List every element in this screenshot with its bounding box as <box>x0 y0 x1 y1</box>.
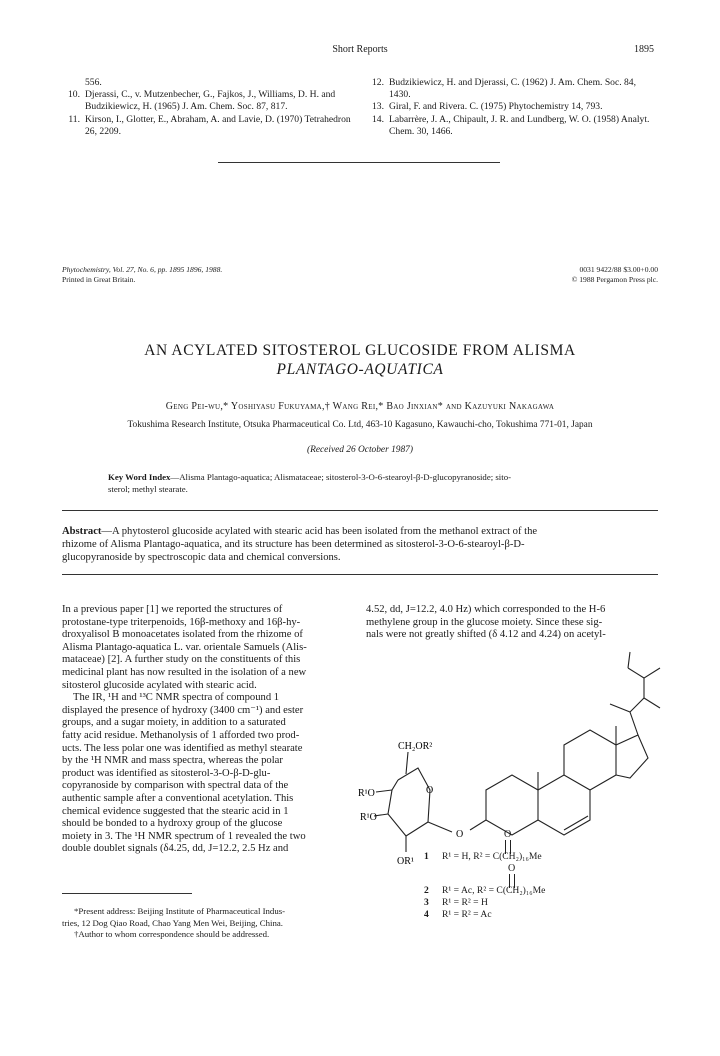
compound-formula: R¹ = R² = Ac <box>442 909 492 920</box>
reference-item: 13. Giral, F. and Rivera. C. (1975) Phytochemistry 14, 793. <box>372 101 603 113</box>
body-text-line: protostane-type triterpenoids, 16β-methoxy and 16β-hy- <box>62 616 301 628</box>
journal-copyright <box>572 265 658 285</box>
compound-list <box>424 829 674 921</box>
body-text-line: mataceae) [2]. A further study on the constituents of this <box>62 654 301 666</box>
running-header: Short Reports <box>332 44 388 55</box>
body-text-line: copyranoside by comparison with spectral data of the <box>62 780 289 792</box>
or1-label: OR¹ <box>397 856 414 867</box>
body-text-line: moiety in 3. The ¹H NMR spectrum of 1 revealed the two <box>62 830 306 842</box>
compound-number: 3 <box>424 897 429 908</box>
references-left <box>62 77 352 138</box>
copyright-notice: © 1988 Pergamon Press plc. <box>571 275 658 284</box>
footnote-line: *Present address: Beijing Institute of Pharmaceutical Indus- <box>74 906 286 916</box>
body-text-line: chemical evidence suggested that the stearic acid in 1 <box>62 805 289 817</box>
authors: Geng Pei-wu,* Yoshiyasu Fukuyama,† Wang Rei,* Bao Jinxian* and Kazuyuki Nakagawa <box>165 401 555 412</box>
compound-number: 2 <box>424 885 429 896</box>
body-text-line: 4.52, dd, J=12.2, 4.0 Hz) which corresponded to the H-6 <box>366 604 606 615</box>
body-text-line: ucts. The less polar one was identified as methyl stearate <box>62 742 303 754</box>
ch2or2-label: CH₂OR² <box>398 741 433 752</box>
reference-item: 556. <box>85 77 102 88</box>
article-title <box>40 341 680 379</box>
body-text-line: product was identified as sitosterol-3-O-β-D-glu- <box>62 767 271 779</box>
abstract-text-2: rhizome of Alisma Plantago-aquatica, and its structure has been determined as sitosterol-3-O-6-stearoyl-β-D- <box>62 539 525 550</box>
compound-formula: R¹ = R² = H <box>442 897 488 908</box>
abstract-label: Abstract <box>62 526 102 537</box>
body-text-line: The IR, ¹H and ¹³C NMR spectra of compound 1 <box>73 692 280 704</box>
footnote-line: †Author to whom correspondence should be addressed. <box>74 929 270 939</box>
title-line-1: AN ACYLATED SITOSTEROL GLUCOSIDE FROM ALISMA <box>144 342 576 359</box>
body-text-line: droxyalisol B monoacetates isolated from the rhizome of <box>62 629 303 641</box>
references-right <box>366 77 658 138</box>
compound-formula: R¹ = Ac, R² = C(CH₂)₁₆Me <box>442 885 546 896</box>
compound-formula: R¹ = H, R² = C(CH₂)₁₆Me <box>442 851 542 862</box>
reference-item: 14. Labarrère, J. A., Chipault, J. R. and Lundberg, W. O. (1958) Analyt. Chem. 30, 1466. <box>372 113 650 137</box>
keywords-text: —Alisma Plantago-aquatica; Alismataceae; sitosterol-3-O-6-stearoyl-β-D-glucopyranoside; sito- <box>170 472 512 482</box>
keywords-label: Key Word Index <box>108 472 171 482</box>
affiliation: Tokushima Research Institute, Otsuka Pharmaceutical Co. Ltd, 463-10 Kagasuno, Kawauchi-cho, Tokushima 771-01, Japan <box>127 420 593 430</box>
journal-volume: Phytochemistry, Vol. 27, No. 6, pp. 1895 1896, 1988. <box>62 265 223 274</box>
journal-citation <box>62 265 222 285</box>
footnotes <box>62 906 352 941</box>
body-text-line: nals were not greatly shifted (δ 4.12 and 4.24) on acetyl- <box>366 629 606 641</box>
body-text-line: authentic sample after a conventional acetylation. This <box>62 792 294 804</box>
ring-oxygen-label: O <box>426 785 434 796</box>
body-text-line: double doublet signals (δ4.25, dd, J=12.2, 2.5 Hz and <box>62 843 289 855</box>
printed-in: Printed in Great Britain. <box>62 275 136 284</box>
reference-item: 10. Djerassi, C., v. Mutzenbecher, G., Fajkos, J., Williams, D. H. and Budzikiewicz, H. (1965) J. Am. Chem. Soc. 87, 817. <box>68 89 336 113</box>
body-text-line: fatty acid residue. Methanolysis of 1 afforded two prod- <box>62 729 300 741</box>
compound-2 <box>424 863 674 897</box>
received-date: (Received 26 October 1987) <box>307 445 413 455</box>
abstract <box>62 525 658 564</box>
section-divider <box>218 162 500 163</box>
compound-1 <box>424 829 674 863</box>
body-text-line: Alisma Plantago-aquatica L. var. orientale Samuels (Alis- <box>62 641 307 653</box>
body-text-line: displayed the presence of hydroxy (3400 cm⁻¹) and ester <box>62 704 304 716</box>
carbonyl-o-2: O <box>508 863 516 874</box>
body-left-column <box>62 604 352 856</box>
issn-price: 0031 9422/88 $3.00+0.00 <box>579 265 658 274</box>
footnote-rule <box>62 893 192 894</box>
abstract-rule-bottom <box>62 574 658 575</box>
body-text-line: methylene group in the glucose moiety. Since these sig- <box>366 616 603 628</box>
abstract-rule-top <box>62 510 658 511</box>
title-line-2: PLANTAGO-AQUATICA <box>276 361 444 378</box>
footnote-line: tries, 12 Dog Qiao Road, Chao Yang Men Wei, Beijing, China. <box>62 917 283 928</box>
body-text-line: In a previous paper [1] we reported the structures of <box>62 604 283 615</box>
r1o-label-b: R¹O <box>360 812 377 823</box>
page-number: 1895 <box>634 44 654 55</box>
abstract-text-1: —A phytosterol glucoside acylated with stearic acid has been isolated from the methanol extract of the <box>101 526 538 537</box>
reference-item: 12. Budzikiewicz, H. and Djerassi, C. (1962) J. Am. Chem. Soc. 84, 1430. <box>372 77 637 101</box>
glycosidic-oxygen-label: O <box>456 829 464 840</box>
keywords-text-2: sterol; methyl stearate. <box>108 483 188 494</box>
body-text-line: sitosterol glucoside acylated with stearic acid. <box>62 679 257 691</box>
r1o-label-a: R¹O <box>358 788 375 799</box>
sitosterol-skeleton <box>470 652 660 835</box>
body-text-line: groups, and a sugar moiety, in addition to a saturated <box>62 717 286 729</box>
reference-item: 11. Kirson, I., Glotter, E., Abraham, A. and Lavie, D. (1970) Tetrahedron 26, 2209. <box>68 113 351 137</box>
compound-4 <box>424 909 674 921</box>
body-right-column <box>366 604 658 642</box>
compound-3 <box>424 897 674 909</box>
carbonyl-o-1: O <box>504 829 512 840</box>
abstract-text-3: glucopyranoside by spectroscopic data and chemical conversions. <box>62 552 341 563</box>
compound-number: 1 <box>424 851 429 862</box>
keywords <box>108 472 628 495</box>
body-text-line: should be bonded to a hydroxy group of the glucose <box>62 818 283 830</box>
body-text-line: by the ¹H NMR and mass spectra, whereas the polar <box>62 755 283 767</box>
body-text-line: medicinal plant has now resulted in the isolation of a new <box>62 666 307 678</box>
compound-number: 4 <box>424 909 429 920</box>
